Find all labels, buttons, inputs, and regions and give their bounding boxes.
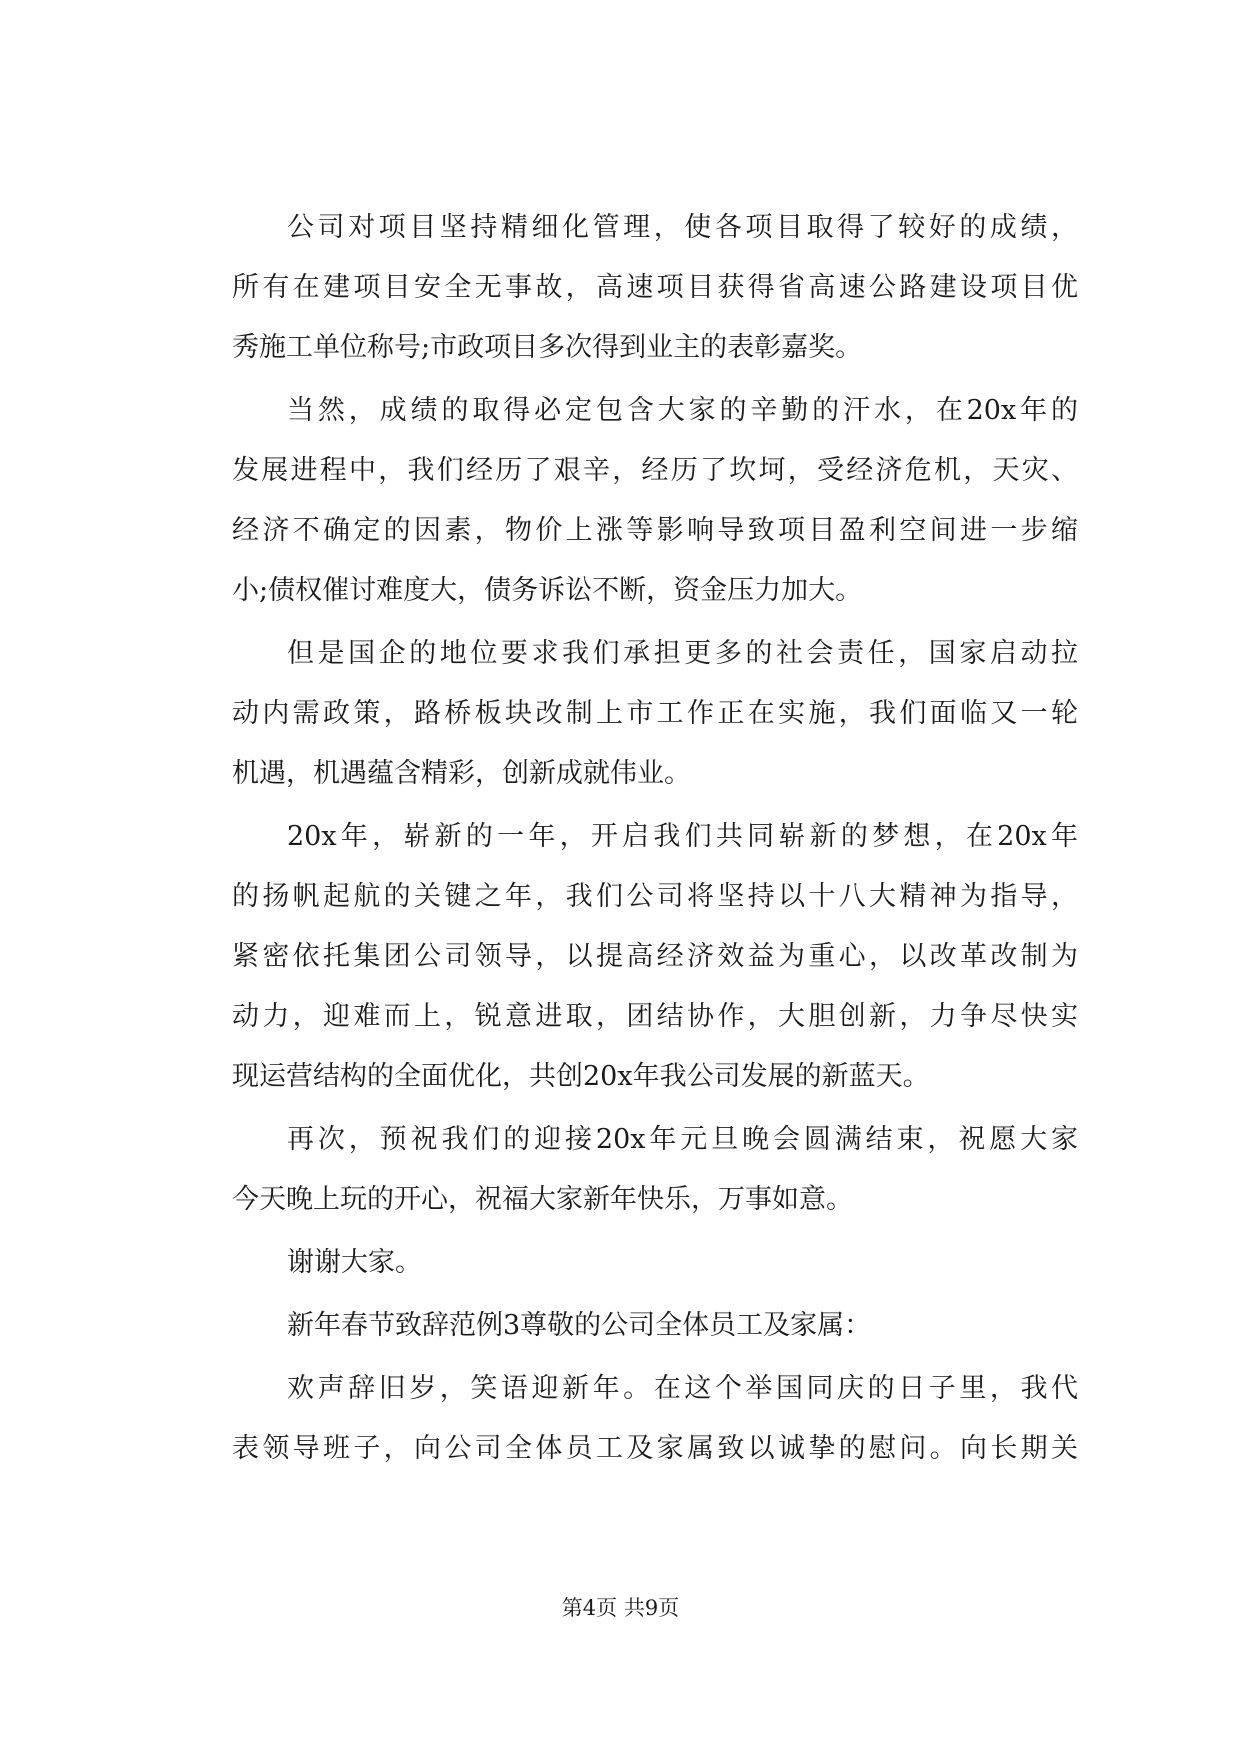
text-line: 公司对项目坚持精细化管理，使各项目取得了较好的成绩，: [287, 212, 1078, 243]
text-line: 机遇，机遇蕴含精彩，创新成就伟业。: [232, 758, 691, 789]
text-line: 紧密依托集团公司领导，以提高经济效益为重心，以改革改制为: [232, 941, 1078, 972]
text-line: 发展进程中，我们经历了艰辛，经历了坎坷，受经济危机，天灾、: [232, 455, 1078, 486]
text-line: 小;债权催讨难度大，债务诉讼不断，资金压力加大。: [232, 575, 863, 606]
text-line: 20x年，崭新的一年，开启我们共同崭新的梦想，在20x年: [287, 821, 1078, 852]
body-text: [232, 198, 1078, 1479]
text-line: 欢声辞旧岁，笑语迎新年。在这个举国同庆的日子里，我代: [287, 1373, 1078, 1404]
text-line: 但是国企的地位要求我们承担更多的社会责任，国家启动拉: [287, 638, 1078, 669]
text-line: 表领导班子，向公司全体员工及家属致以诚挚的慰问。向长期关: [232, 1433, 1078, 1464]
text-line: 秀施工单位称号;市政项目多次得到业主的表彰嘉奖。: [232, 332, 863, 363]
text-line: 今天晚上玩的开心，祝福大家新年快乐，万事如意。: [232, 1184, 853, 1215]
text-line: 的扬帆起航的关键之年，我们公司将坚持以十八大精神为指导，: [232, 881, 1078, 912]
text-line: 新年春节致辞范例3尊敬的公司全体员工及家属：: [287, 1310, 872, 1341]
text-line: 当然，成绩的取得必定包含大家的辛勤的汗水，在20x年的: [287, 395, 1078, 426]
text-line: 再次，预祝我们的迎接20x年元旦晚会圆满结束，祝愿大家: [287, 1124, 1078, 1155]
text-line: 动内需政策，路桥板块改制上市工作正在实施，我们面临又一轮: [232, 698, 1078, 729]
text-line: 所有在建项目安全无事故，高速项目获得省高速公路建设项目优: [232, 272, 1078, 303]
text-line: 现运营结构的全面优化，共创20x年我公司发展的新蓝天。: [232, 1061, 930, 1092]
page-number-footer: 第4页 共9页: [561, 1596, 680, 1620]
text-line: 动力，迎难而上，锐意进取，团结协作，大胆创新，力争尽快实: [232, 1001, 1078, 1032]
text-line: 谢谢大家。: [287, 1247, 422, 1278]
text-line: 经济不确定的因素，物价上涨等影响导致项目盈利空间进一步缩: [232, 515, 1078, 546]
